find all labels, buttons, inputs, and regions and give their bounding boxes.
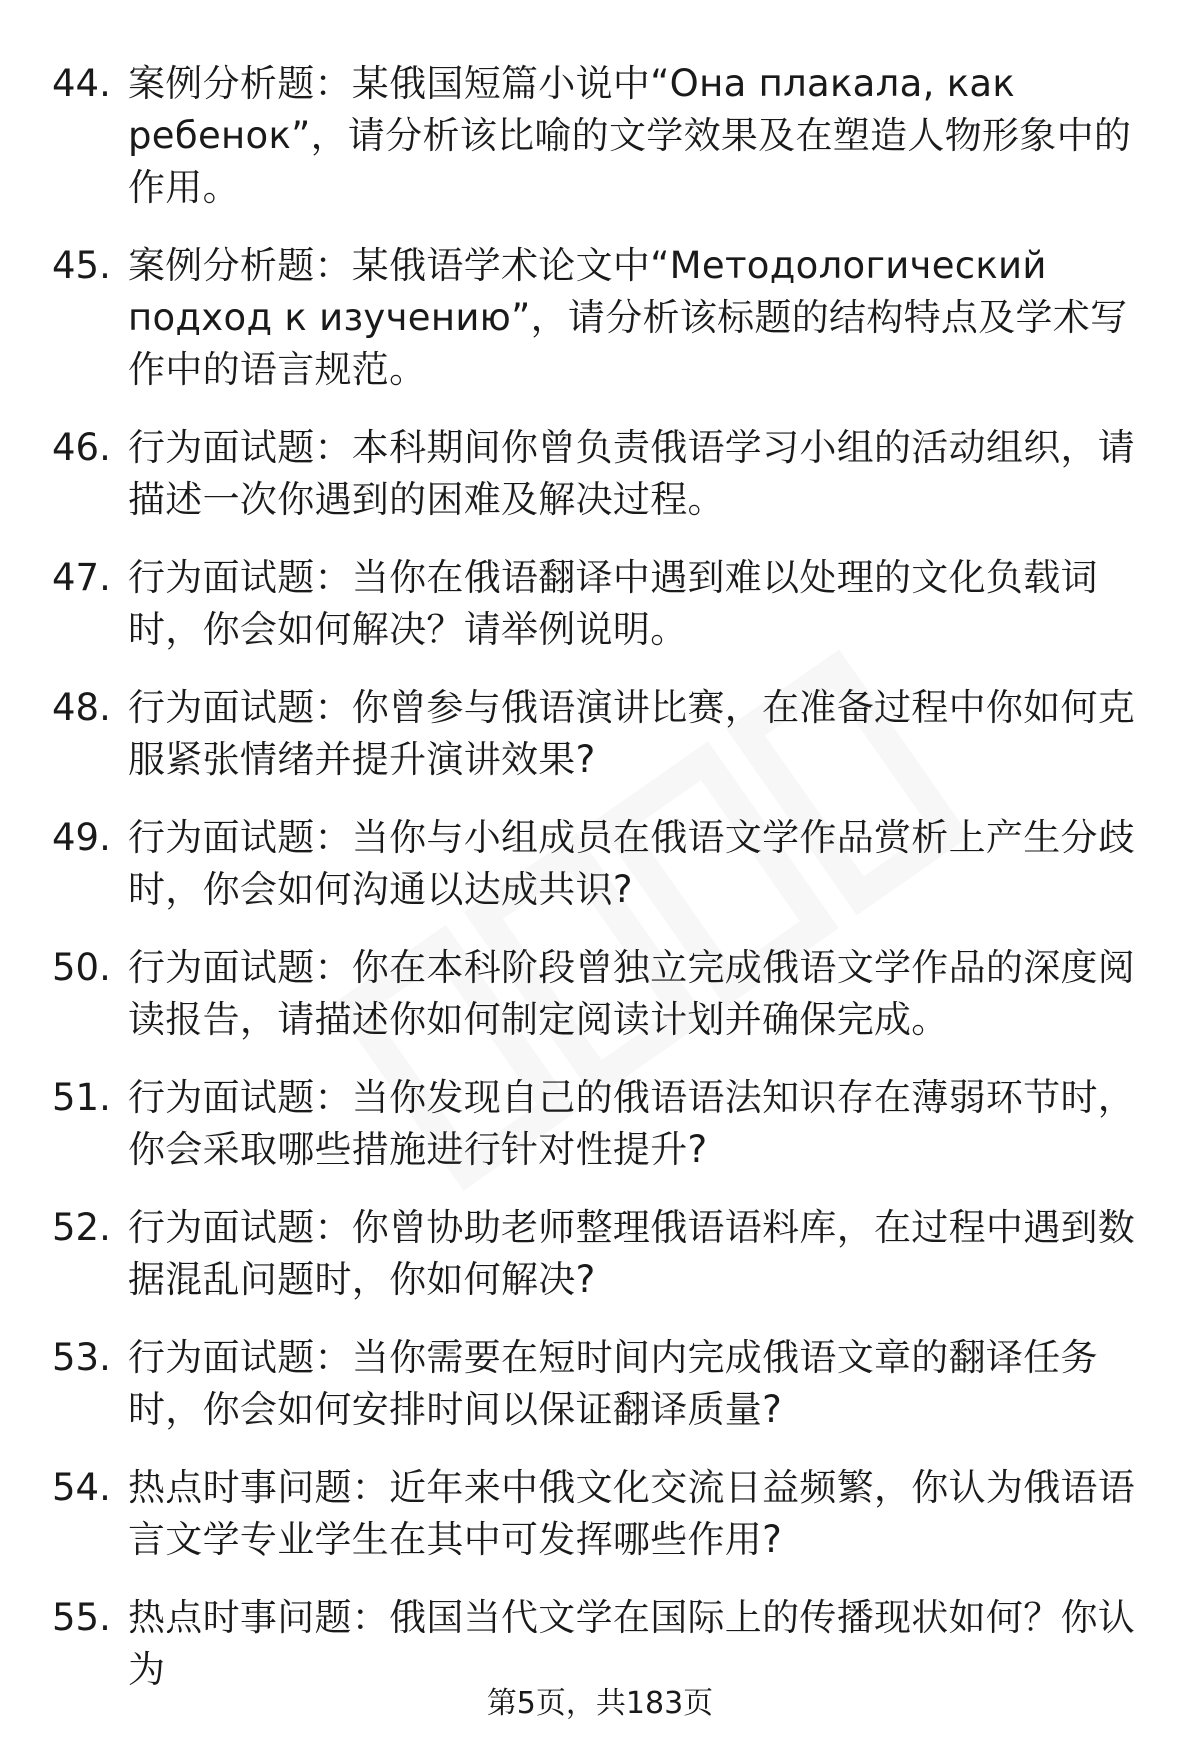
question-item [52,1462,1152,1566]
question-number: 54. [52,1466,111,1509]
question-item [52,552,1152,656]
question-number: 48. [52,686,111,729]
question-number: 52. [52,1206,111,1249]
question-item [52,682,1152,786]
question-item [52,812,1152,916]
question-item [52,1332,1152,1436]
question-text: 行为面试题：本科期间你曾负责俄语学习小组的活动组织，请描述一次你遇到的困难及解决过程。 [128,426,1136,521]
question-item [52,58,1152,214]
question-number: 50. [52,946,111,989]
question-text: 行为面试题：你曾参与俄语演讲比赛，在准备过程中你如何克服紧张情绪并提升演讲效果? [128,686,1136,781]
question-item [52,240,1152,396]
page-number-label: 第5页，共183页 [486,1686,714,1721]
question-number: 45. [52,244,111,287]
question-number: 49. [52,816,111,859]
question-list [52,58,1152,1722]
question-item [52,1592,1152,1696]
question-text: 热点时事问题：俄国当代文学在国际上的传播现状如何？你认为 [128,1596,1136,1691]
question-text: 案例分析题：某俄国短篇小说中“Она плакала, как ребенок”，请分析该比喻的文学效果及在塑造人物形象中的作用。 [128,62,1132,209]
question-item [52,942,1152,1046]
question-number: 46. [52,426,111,469]
question-item [52,422,1152,526]
question-number: 47. [52,556,111,599]
question-text: 行为面试题：你在本科阶段曾独立完成俄语文学作品的深度阅读报告，请描述你如何制定阅读计划并确保完成。 [128,946,1136,1041]
question-text: 案例分析题：某俄语学术论文中“Методологический подход к изучению”，请分析该标题的结构特点及学术写作中的语言规范。 [128,244,1128,391]
question-number: 44. [52,62,111,105]
page-footer [0,1684,1200,1724]
question-item [52,1202,1152,1306]
question-text: 行为面试题：当你在俄语翻译中遇到难以处理的文化负载词时，你会如何解决？请举例说明。 [128,556,1098,651]
question-text: 行为面试题：当你与小组成员在俄语文学作品赏析上产生分歧时，你会如何沟通以达成共识? [128,816,1136,911]
question-text: 行为面试题：你曾协助老师整理俄语语料库，在过程中遇到数据混乱问题时，你如何解决? [128,1206,1136,1301]
question-text: 行为面试题：当你需要在短时间内完成俄语文章的翻译任务时，你会如何安排时间以保证翻译质量? [128,1336,1098,1431]
question-number: 53. [52,1336,111,1379]
question-text: 行为面试题：当你发现自己的俄语语法知识存在薄弱环节时，你会采取哪些措施进行针对性提升? [128,1076,1136,1171]
question-number: 55. [52,1596,111,1639]
question-number: 51. [52,1076,111,1119]
question-item [52,1072,1152,1176]
question-text: 热点时事问题：近年来中俄文化交流日益频繁，你认为俄语语言文学专业学生在其中可发挥哪些作用? [128,1466,1136,1561]
